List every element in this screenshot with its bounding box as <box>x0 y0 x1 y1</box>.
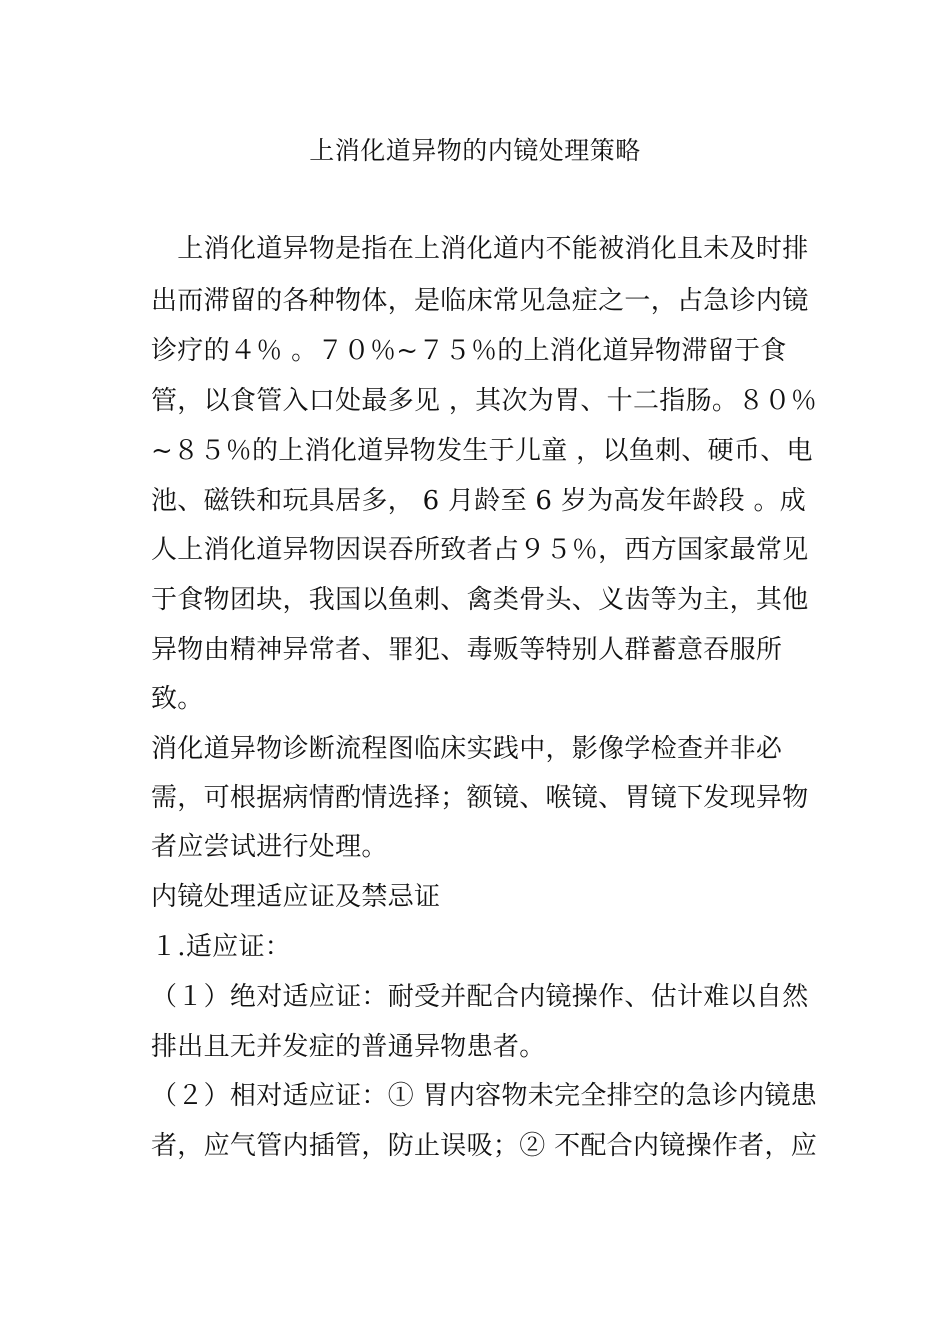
document-title: 上消化道异物的内镜处理策略 <box>309 136 641 165</box>
body-line-18: （２）相对适应证：① 胃内容物未完全排空的急诊内镜患 <box>151 1081 818 1111</box>
subsection-heading: １.适应证： <box>151 932 292 962</box>
body-line-19: 者，应气管内插管，防止误吸；② 不配合内镜操作者，应 <box>151 1131 818 1161</box>
body-line-3: 诊疗的４％ 。７０％~７５％的上消化道异物滞留于食 <box>151 336 787 366</box>
body-line-2: 出而滞留的各种物体，是临床常见急症之一，占急诊内镜 <box>151 286 809 316</box>
body-line-1: 上消化道异物是指在上消化道内不能被消化且未及时排 <box>151 234 809 264</box>
body-line-6: 池、磁铁和玩具居多， 6 月龄至 6 岁为高发年龄段 。成 <box>151 486 807 516</box>
section-heading: 内镜处理适应证及禁忌证 <box>151 882 441 912</box>
body-line-11: 消化道异物诊断流程图临床实践中，影像学检查并非必 <box>151 734 783 764</box>
body-line-10: 致。 <box>151 684 204 714</box>
body-line-12: 需，可根据病情酌情选择；额镜、喉镜、胃镜下发现异物 <box>151 783 809 813</box>
body-line-13: 者应尝试进行处理。 <box>151 832 388 862</box>
body-line-7: 人上消化道异物因误吞所致者占９５％，西方国家最常见 <box>151 535 809 565</box>
body-line-16: （１）绝对适应证：耐受并配合内镜操作、估计难以自然 <box>151 982 809 1012</box>
body-line-9: 异物由精神异常者、罪犯、毒贩等特别人群蓄意吞服所 <box>151 635 783 665</box>
body-line-8: 于食物团块，我国以鱼刺、禽类骨头、义齿等为主，其他 <box>151 585 809 615</box>
body-line-5: ~８５％的上消化道异物发生于儿童 ，以鱼刺、硬币、电 <box>151 436 813 466</box>
body-line-4: 管，以食管入口处最多见 ，其次为胃、十二指肠。８０％ <box>151 386 818 416</box>
body-line-17: 排出且无并发症的普通异物患者。 <box>151 1032 546 1062</box>
